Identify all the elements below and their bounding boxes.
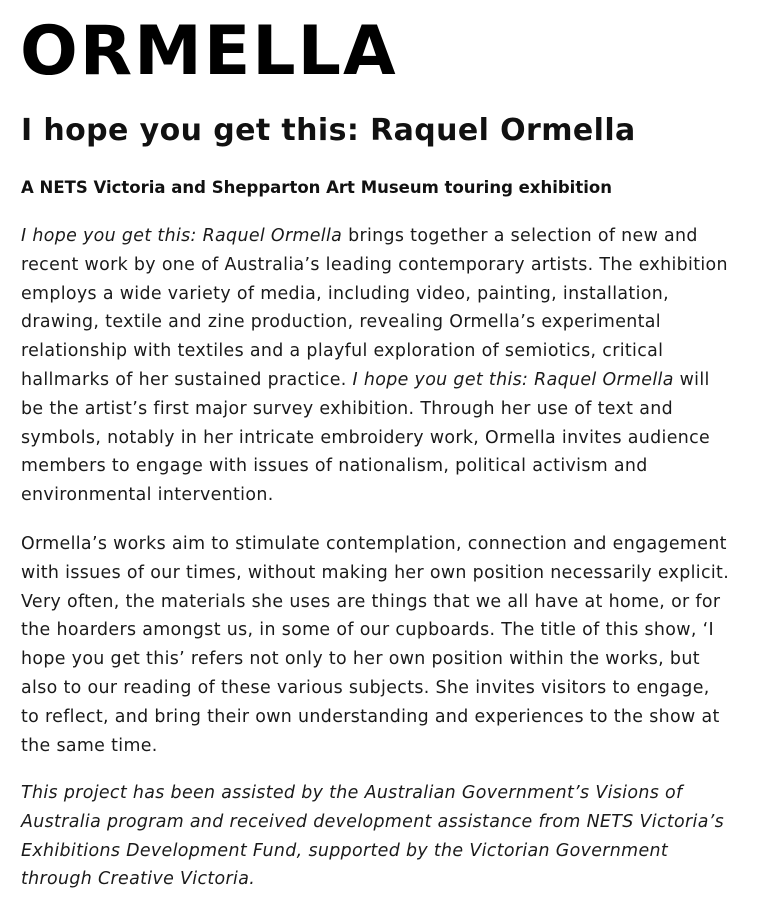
paragraph-line: the same time. bbox=[21, 735, 158, 756]
paragraph-line: Very often, the materials she uses are things that we all have at home, or for bbox=[21, 591, 721, 612]
paragraph-line: symbols, notably in her intricate embroidery work, Ormella invites audience bbox=[21, 427, 711, 448]
paragraph-line: Exhibitions Development Fund, supported by the Victorian Government bbox=[21, 840, 669, 861]
paragraph-line: Australia program and received development assistance from NETS Victoria’s bbox=[21, 811, 724, 832]
paragraph-line: environmental intervention. bbox=[21, 485, 274, 506]
exhibition-title-italic: I hope you get this: Raquel Ormella bbox=[21, 226, 343, 246]
paragraph-text: brings together a selection of new and bbox=[342, 226, 698, 246]
exhibition-title: I hope you get this: Raquel Ormella bbox=[21, 113, 636, 148]
paragraph-line: the hoarders amongst us, in some of our cupboards. The title of this show, ‘I bbox=[21, 620, 714, 641]
paragraph-line: drawing, textile and zine production, revealing Ormella’s experimental bbox=[21, 312, 661, 333]
paragraph-line: also to our reading of these various subjects. She invites visitors to engage, bbox=[21, 677, 710, 698]
exhibition-title-italic: I hope you get this: Raquel Ormella bbox=[352, 369, 674, 390]
description-paragraph bbox=[21, 530, 768, 760]
paragraph-line bbox=[21, 222, 768, 251]
paragraph-line: through Creative Victoria. bbox=[21, 869, 256, 890]
paragraph-line: members to engage with issues of nationalism, political activism and bbox=[21, 456, 648, 477]
exhibition-subtitle: A NETS Victoria and Shepparton Art Museum touring exhibition bbox=[21, 178, 612, 197]
paragraph-line: relationship with textiles and a playful exploration of semiotics, critical bbox=[21, 341, 664, 362]
paragraph-line: recent work by one of Australia’s leading contemporary artists. The exhibition bbox=[21, 254, 728, 275]
brand-logo-text: ORMELLA bbox=[20, 12, 398, 91]
paragraph-text: will bbox=[673, 369, 710, 390]
paragraph-line bbox=[21, 366, 768, 395]
intro-paragraph bbox=[21, 222, 768, 510]
acknowledgement-paragraph bbox=[21, 779, 768, 894]
paragraph-line: to reflect, and bring their own understanding and experiences to the show at bbox=[21, 706, 720, 727]
paragraph-line: hope you get this’ refers not only to her own position within the works, but bbox=[21, 649, 700, 670]
paragraph-text: hallmarks of her sustained practice. bbox=[21, 369, 353, 390]
paragraph-line: be the artist’s first major survey exhibition. Through her use of text and bbox=[21, 398, 673, 419]
paragraph-line: with issues of our times, without making her own position necessarily explicit. bbox=[21, 562, 730, 583]
paragraph-line: Ormella’s works aim to stimulate contemplation, connection and engagement bbox=[21, 534, 727, 554]
paragraph-line: This project has been assisted by the Australian Government’s Visions of bbox=[21, 783, 683, 803]
paragraph-line: employs a wide variety of media, including video, painting, installation, bbox=[21, 283, 670, 304]
